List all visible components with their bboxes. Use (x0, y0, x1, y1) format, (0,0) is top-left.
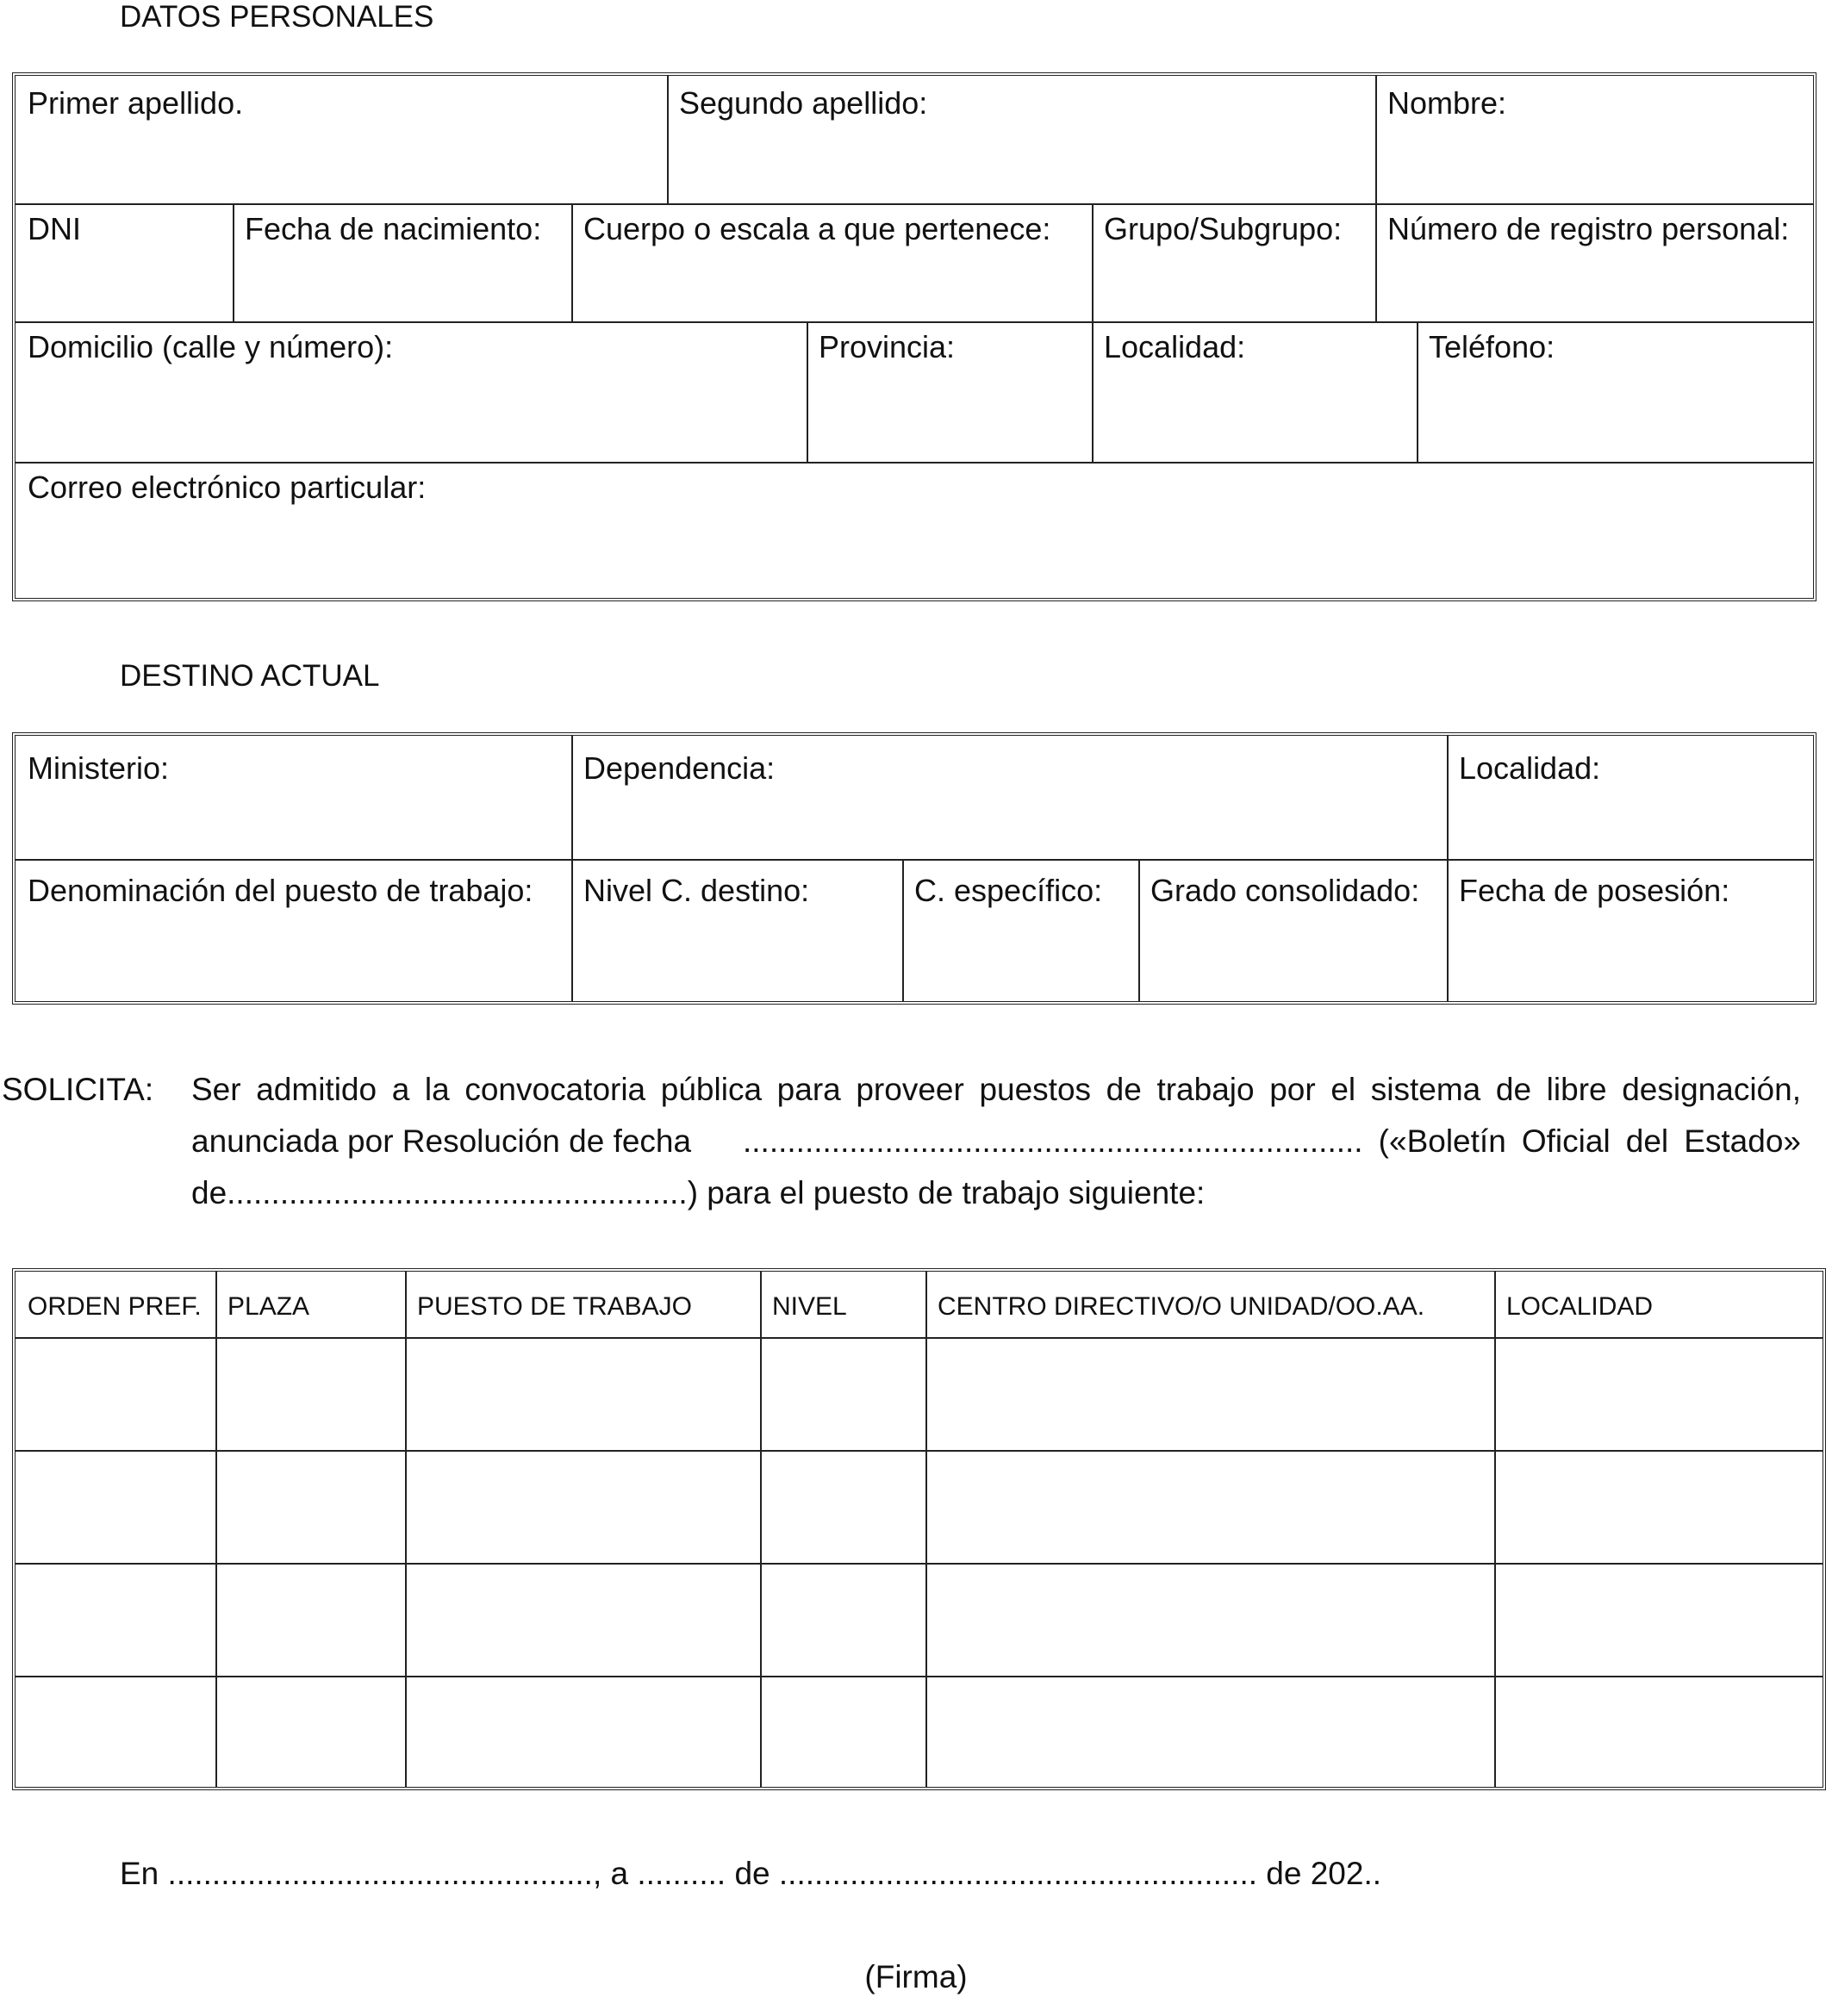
column-header-nivel: NIVEL (772, 1292, 847, 1321)
field-numero-registro[interactable]: Número de registro personal: (1387, 211, 1790, 246)
field-localidad[interactable]: Localidad: (1104, 329, 1246, 364)
personal-data-form (12, 72, 1816, 601)
field-dependencia[interactable]: Dependencia: (583, 750, 776, 786)
field-telefono[interactable]: Teléfono: (1429, 329, 1555, 364)
field-nombre[interactable]: Nombre: (1387, 85, 1507, 121)
field-grado[interactable]: Grado consolidado: (1150, 873, 1420, 908)
field-denominacion[interactable]: Denominación del puesto de trabajo: (28, 873, 533, 908)
field-grupo-subgrupo[interactable]: Grupo/Subgrupo: (1104, 211, 1343, 246)
signature-label: (Firma) (864, 1959, 968, 1994)
field-fecha-posesion[interactable]: Fecha de posesión: (1459, 873, 1730, 908)
solicita-line-2a: anunciada por Resolución de fecha (191, 1123, 692, 1159)
table-row[interactable] (16, 1452, 1823, 1563)
table-row[interactable] (16, 1565, 1823, 1676)
puestos-table (12, 1268, 1826, 1790)
section-heading-destino: DESTINO ACTUAL (120, 659, 380, 693)
table-row[interactable] (16, 1339, 1823, 1450)
field-provincia[interactable]: Provincia: (819, 329, 956, 364)
solicita-label: SOLICITA: (2, 1072, 154, 1107)
field-primer-apellido[interactable]: Primer apellido. (28, 85, 244, 121)
solicita-line-2b: ...................................................................... («Boletín Oficial del Estado» (743, 1123, 1801, 1159)
field-localidad-destino[interactable]: Localidad: (1459, 750, 1601, 786)
column-header-orden: ORDEN PREF. (28, 1292, 202, 1321)
column-header-centro: CENTRO DIRECTIVO/O UNIDAD/OO.AA. (938, 1292, 1425, 1321)
field-especifico[interactable]: C. específico: (914, 873, 1103, 908)
section-heading-personal: DATOS PERSONALES (120, 0, 434, 34)
field-ministerio[interactable]: Ministerio: (28, 750, 170, 786)
field-segundo-apellido[interactable]: Segundo apellido: (679, 85, 928, 121)
field-domicilio[interactable]: Domicilio (calle y número): (28, 329, 394, 364)
column-header-localidad: LOCALIDAD (1506, 1292, 1654, 1321)
solicita-line-3: de....................................................) para el puesto de trabajo siguiente: (191, 1175, 1206, 1210)
place-date-line: En ................................................, a .......... de ...................................................... de 202.. (120, 1856, 1382, 1891)
solicita-line-1: Ser admitido a la convocatoria pública para proveer puestos de trabajo por el sistema de libre designación, (191, 1072, 1801, 1107)
field-fecha-nacimiento[interactable]: Fecha de nacimiento: (245, 211, 542, 246)
destino-form (12, 732, 1816, 1005)
field-dni[interactable]: DNI (28, 211, 81, 246)
field-correo[interactable]: Correo electrónico particular: (28, 470, 427, 505)
field-cuerpo-escala[interactable]: Cuerpo o escala a que pertenece: (583, 211, 1051, 246)
column-header-plaza: PLAZA (227, 1292, 310, 1321)
table-row[interactable] (16, 1677, 1823, 1787)
column-header-puesto: PUESTO DE TRABAJO (417, 1292, 692, 1321)
field-nivel-destino[interactable]: Nivel C. destino: (583, 873, 810, 908)
